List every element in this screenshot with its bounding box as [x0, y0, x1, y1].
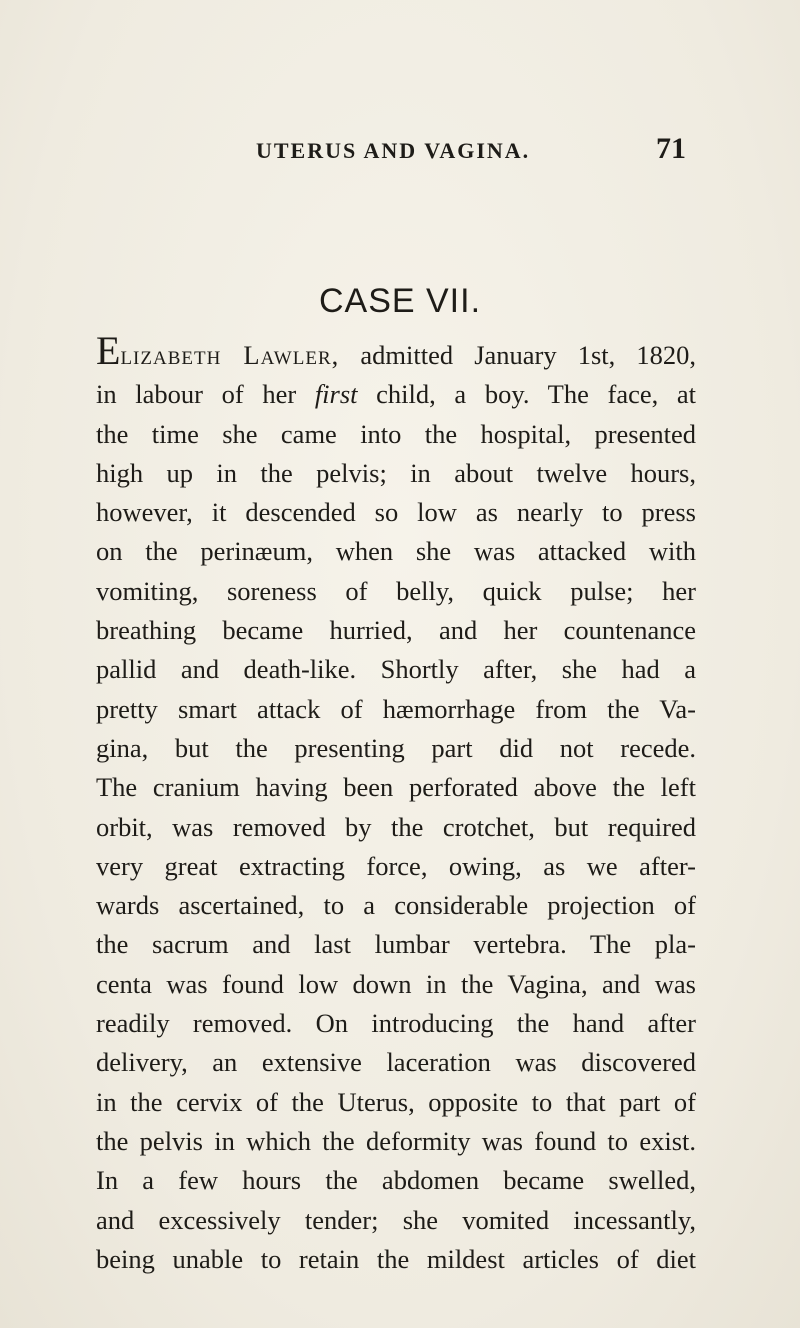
paragraph-line: centa was found low down in the Vagina, and was	[96, 968, 696, 999]
paragraph-line: pallid and death-like. Shortly after, she had a	[96, 654, 696, 685]
paragraph-line: The cranium having been perforated above the left	[96, 772, 696, 803]
paragraph-line: very great extracting force, owing, as we after-	[96, 850, 696, 881]
paragraph-line: in the cervix of the Uterus, opposite to that part of	[96, 1086, 696, 1117]
paragraph-line: wards ascertained, to a considerable projection of	[96, 890, 696, 921]
paragraph-line: vomiting, soreness of belly, quick pulse; her	[96, 575, 696, 606]
paragraph-line: and excessively tender; she vomited incessantly,	[96, 1204, 696, 1235]
paragraph-line: gina, but the presenting part did not recede.	[96, 732, 696, 763]
paragraph-line: the time she came into the hospital, presented	[96, 418, 696, 449]
running-head	[256, 132, 696, 172]
paragraph-line: breathing became hurried, and her countenance	[96, 615, 696, 646]
italic-word: first	[314, 379, 358, 410]
paragraph-line: pretty smart attack of hæmorrhage from the Va-	[96, 693, 696, 724]
paragraph-line	[96, 328, 696, 375]
case-paragraph	[96, 328, 697, 1279]
paragraph-line: on the perinæum, when she was attacked with	[96, 536, 696, 567]
paragraph-line: In a few hours the abdomen became swelled,	[96, 1165, 696, 1196]
line-text: child, a boy. The face, at	[357, 379, 697, 410]
page-number: 71	[656, 132, 686, 165]
line-text: admitted January 1st, 1820,	[339, 340, 696, 370]
paragraph-line: high up in the pelvis; in about twelve hours,	[96, 457, 696, 488]
paragraph-line: delivery, an extensive laceration was discovered	[96, 1047, 696, 1078]
paragraph-line: the sacrum and last lumbar vertebra. The pla-	[96, 929, 696, 960]
paragraph-line	[96, 375, 696, 414]
paragraph-line: being unable to retain the mildest articles of diet	[96, 1243, 696, 1274]
paragraph-line: the pelvis in which the deformity was found to exist.	[96, 1125, 696, 1156]
case-heading: CASE VII.	[318, 282, 482, 320]
paragraph-line: orbit, was removed by the crotchet, but required	[96, 811, 696, 842]
paragraph-line: readily removed. On introducing the hand after	[96, 1008, 696, 1039]
drop-cap: E	[96, 328, 121, 373]
line-text: in labour of her	[96, 379, 315, 410]
paragraph-line: however, it descended so low as nearly to press	[96, 497, 696, 528]
running-head-title: UTERUS AND VAGINA.	[256, 138, 531, 163]
patient-name: lizabeth Lawler,	[120, 340, 340, 370]
